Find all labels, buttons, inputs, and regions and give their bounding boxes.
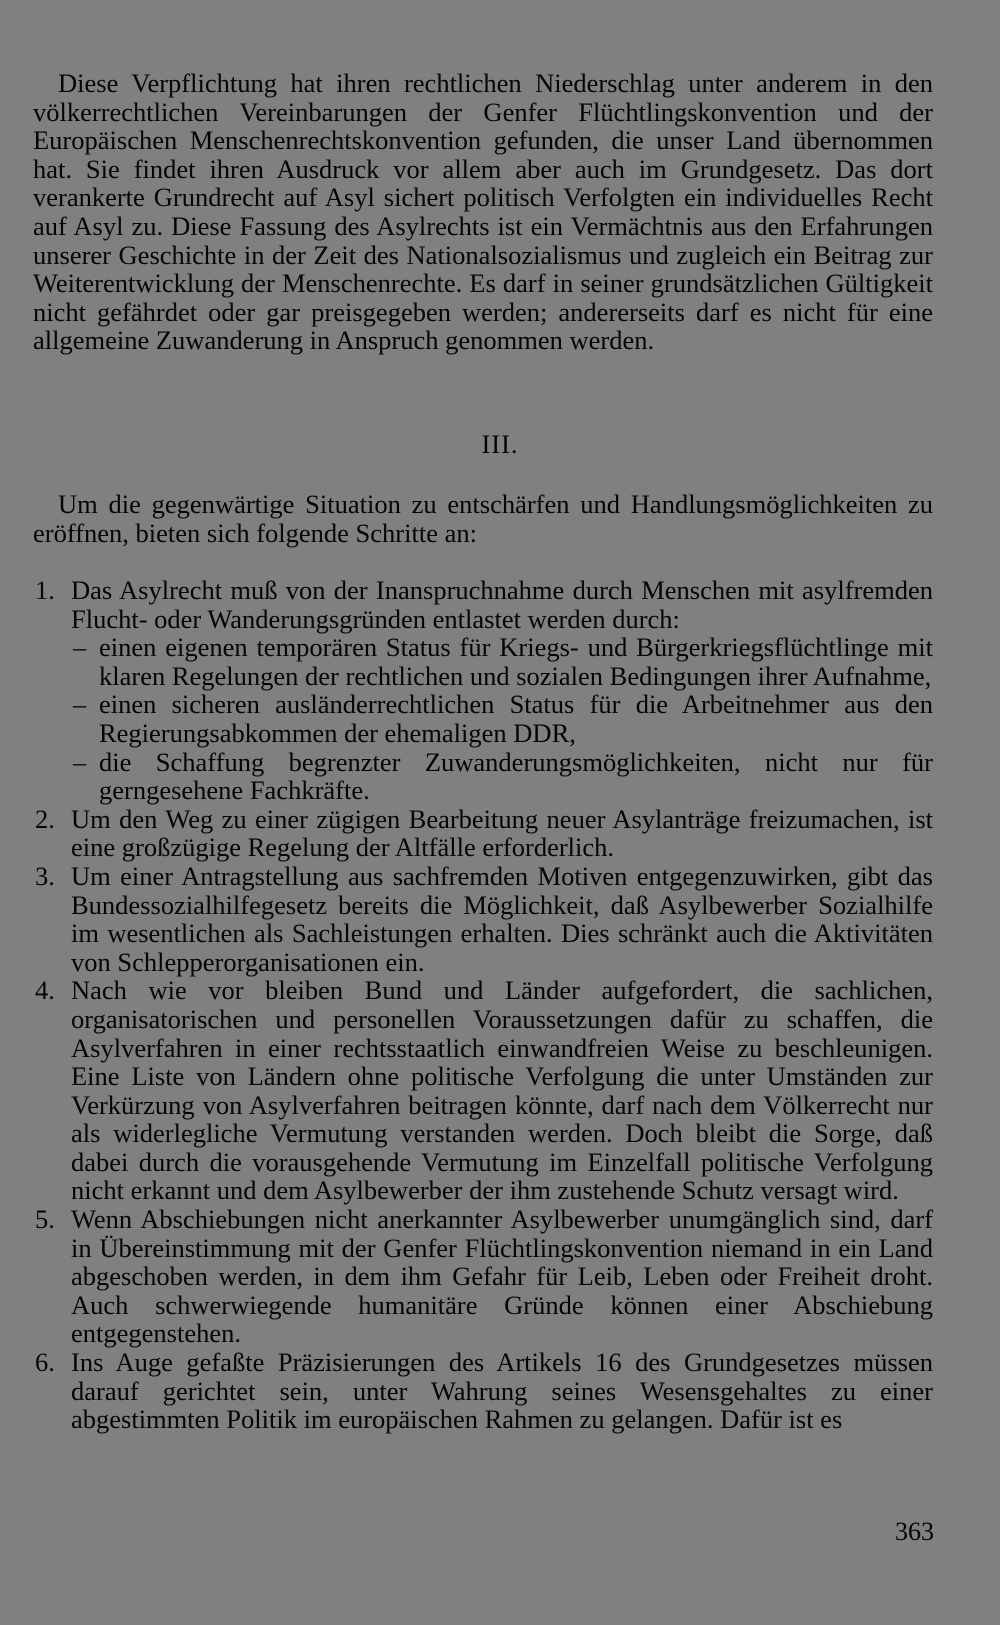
list-marker: 6. bbox=[35, 1347, 55, 1378]
sublist-item-text: die Schaffung begrenzter Zuwanderungsmöglichkeiten, nicht nur für gerngesehene Fachkräfte. bbox=[99, 746, 933, 806]
lead-paragraph: Um die gegenwärtige Situation zu entschärfen und Handlungsmöglichkeiten zu eröffnen, bieten sich folgende Schritte an: bbox=[33, 489, 933, 548]
list-item-5 bbox=[33, 1205, 933, 1348]
list-item-3 bbox=[33, 862, 933, 976]
sublist-item-text: einen eigenen temporären Status für Kriegs- und Bürgerkriegsflüchtlinge mit klaren Regelungen der rechtlichen und sozialen Bedingungen ihrer Aufnahme, bbox=[99, 632, 933, 691]
list-marker: 4. bbox=[35, 975, 55, 1006]
list-item-text: Um den Weg zu einer zügigen Bearbeitung neuer Asylanträge freizumachen, ist eine großzügige Regelung der Altfälle erforderlich. bbox=[71, 803, 933, 863]
sublist-item bbox=[71, 748, 933, 805]
list-item-text: Nach wie vor bleiben Bund und Länder aufgefordert, die sachlichen, organisatorischen und personellen Voraussetzungen dafür zu schaffen, die Asylverfahren in einer rechtsstaatlich einwandfreien Weise zu beschleunigen. Eine Liste von Ländern ohne politische Verfolgung die unter Umständen zur Verkürzung von Asylverfahren beitragen könnte, darf nach dem Völkerrecht nur als widerlegliche Vermutung verstanden werden. Doch bleibt die Sorge, daß dabei durch die vorausgehende Vermutung im Einzelfall politische Verfolgung nicht erkannt und dem Asylbewerber der ihm zustehende Schutz versagt wird. bbox=[71, 975, 933, 1206]
list-marker: 1. bbox=[35, 575, 55, 605]
list-marker: 2. bbox=[35, 803, 55, 834]
page-number: 363 bbox=[895, 1517, 934, 1546]
dash-marker: – bbox=[73, 746, 87, 777]
dash-marker: – bbox=[73, 689, 87, 720]
list-marker: 5. bbox=[35, 1204, 55, 1235]
sublist-item bbox=[71, 633, 933, 690]
dash-marker: – bbox=[73, 632, 87, 663]
list-item-1 bbox=[33, 576, 933, 805]
list-item-text: Ins Auge gefaßte Präzisierungen des Artikels 16 des Grundgesetzes müssen darauf gerichtet sein, unter Wahrung seines Wesensgehaltes zu einer abgestimmten Politik im europäischen Rahmen zu gelangen. Dafür ist es bbox=[71, 1347, 933, 1435]
sublist-item-text: einen sicheren ausländerrechtlichen Status für die Arbeitnehmer aus den Regierungsabkommen der ehemaligen DDR, bbox=[99, 689, 933, 748]
list-item-4 bbox=[33, 976, 933, 1205]
list-marker: 3. bbox=[35, 860, 55, 891]
dash-sublist bbox=[71, 633, 933, 805]
numbered-steps-list bbox=[33, 576, 933, 1434]
list-item-text: Um einer Antragstellung aus sachfremden Motiven entgegenzuwirken, gibt das Bundessozialhilfegesetz bereits die Möglichkeit, daß Asylbewerber Sozialhilfe im wesentlichen als Sachleistungen erhalten. Dies schränkt auch die Aktivitäten von Schlepperorganisationen ein. bbox=[71, 860, 933, 977]
list-item-2 bbox=[33, 805, 933, 862]
section-heading: III. bbox=[481, 429, 519, 459]
list-item-text: Das Asylrecht muß von der Inanspruchnahme durch Menschen mit asylfremden Flucht- oder Wanderungsgründen entlastet werden durch: bbox=[71, 575, 933, 634]
list-item-6 bbox=[33, 1348, 933, 1434]
intro-paragraph: Diese Verpflichtung hat ihren rechtlichen Niederschlag unter anderem in den völkerrechtlichen Vereinbarungen der Genfer Flüchtlingskonvention und der Europäischen Menschenrechtskonvention gefunden, die unser Land übernommen hat. Sie findet ihren Ausdruck vor allem aber auch im Grundgesetz. Das dort verankerte Grundrecht auf Asyl sichert politisch Verfolgten ein individuelles Recht auf Asyl zu. Diese Fassung des Asylrechts ist ein Vermächtnis aus den Erfahrungen unserer Geschichte in der Zeit des Nationalsozialismus und zugleich ein Beitrag zur Weiterentwicklung der Menschenrechte. Es darf in seiner grundsätzlichen Gültigkeit nicht gefährdet oder gar preisgegeben werden; andererseits darf es nicht für eine allgemeine Zuwanderung in Anspruch genommen werden. bbox=[33, 68, 933, 356]
list-item-text: Wenn Abschiebungen nicht anerkannter Asylbewerber unumgänglich sind, darf in Übereinstimmung mit der Genfer Flüchtlingskonvention niemand in ein Land abgeschoben werden, in dem ihm Gefahr für Leib, Leben oder Freiheit droht. Auch schwerwiegende humanitäre Gründe können einer Abschiebung entgegenstehen. bbox=[71, 1204, 933, 1349]
sublist-item bbox=[71, 690, 933, 747]
